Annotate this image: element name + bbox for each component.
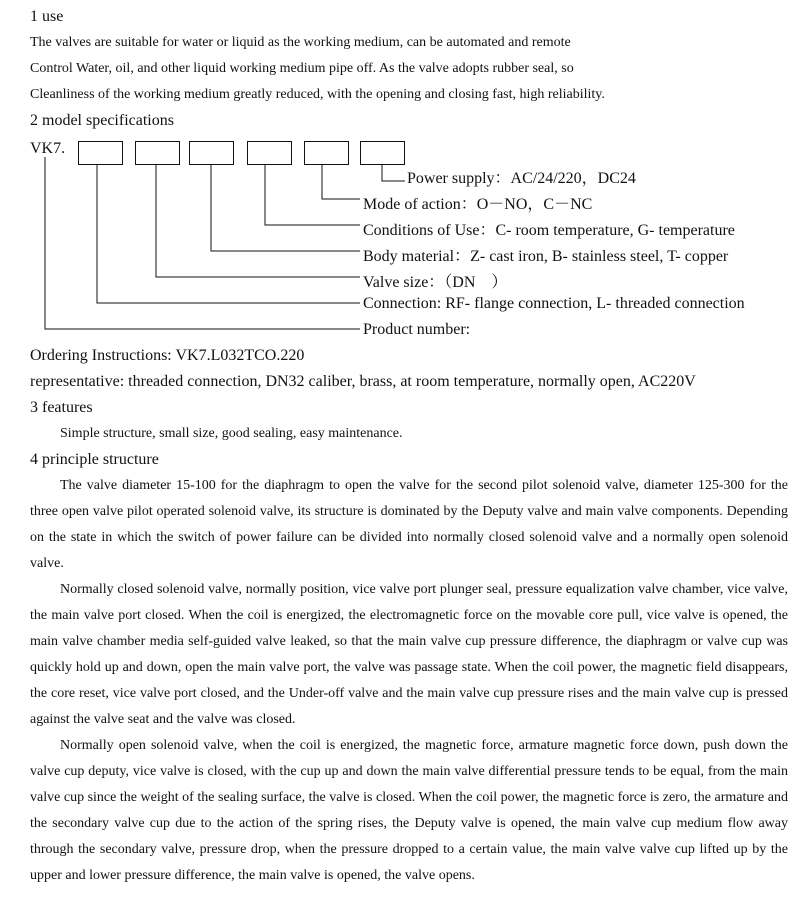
model-box-power [360,141,405,165]
principle-paragraph-3: Normally open solenoid valve, when the coil is energized, the magnetic force, armature magnetic force down, push down the valve cup deputy, vice valve is closed, with the cup up and down the main valve differential pressure tends to be equal, from the main valve cup since the weight of the sealing surface, the valve is closed. When the coil power, the magnetic force is zero, the armature and the secondary valve cup due to the action of the spring rises, the Deputy valve is opened, the main valve cup medium flow away through the secondary valve, pressure drop, when the pressure dropped to a certain value, the main valve valve cup lifted up by the upper and lower pressure difference, the main valve is opened, the valve opens. [30,738,788,883]
use-line-3: Cleanliness of the working medium greatly reduced, with the opening and closing fast, high reliability. [30,87,605,102]
model-box-mode [304,141,349,165]
model-box-conditions [247,141,292,165]
use-line-2: Control Water, oil, and other liquid working medium pipe off. As the valve adopts rubber seal, so [30,61,574,76]
ordering-instructions: Ordering Instructions: VK7.L032TCO.220 [30,347,305,364]
model-label-power-supply: Power supply：AC/24/220，DC24 [407,170,636,187]
section-heading-features: 3 features [30,399,93,416]
principle-paragraph-2: Normally closed solenoid valve, normally position, vice valve port plunger seal, pressure equalization valve chamber, vice valve, the main valve port closed. When the coil is energized, the electromagnetic force on the movable core pull, vice valve is opened, the main valve chamber media self-guided valve leaked, so that the main valve cup pressure difference, the diaphragm or valve cup was quickly hold up and down, open the main valve port, the valve was passage state. When the coil power, the magnetic field disappears, the core reset, vice valve port closed, and the Under-off valve and the main valve cup pressure rises and the main valve cup is pressed against the valve seat and the valve was closed. [30,582,788,727]
model-label-valve-size: Valve size：（DN ） [363,274,508,291]
model-label-product-number: Product number: [363,321,471,338]
model-prefix: VK7. [30,140,66,157]
principle-paragraph-1: The valve diameter 15-100 for the diaphragm to open the valve for the second pilot solenoid valve, diameter 125-300 for the three open valve pilot operated solenoid valve, its structure is dominated by the Deputy valve and main valve components. Depending on the state in which the switch of power failure can be divided into normally closed solenoid valve and a normally open solenoid valve. [30,478,788,571]
model-label-mode-of-action: Mode of action：O－NO，C－NC [363,196,593,213]
features-text: Simple structure, small size, good sealing, easy maintenance. [60,426,403,441]
model-label-conditions: Conditions of Use：C- room temperature, G- temperature [363,222,735,239]
model-label-body-material: Body material：Z- cast iron, B- stainless steel, T- copper [363,248,729,265]
ordering-representative: representative: threaded connection, DN32 caliber, brass, at room temperature, normally open, AC220V [30,373,696,390]
model-box-body [189,141,234,165]
section-heading-use: 1 use [30,8,64,25]
model-box-connection [78,141,123,165]
use-line-1: The valves are suitable for water or liquid as the working medium, can be automated and remote [30,35,571,50]
section-heading-model: 2 model specifications [30,112,174,129]
model-box-size [135,141,180,165]
section-heading-principle: 4 principle structure [30,451,159,468]
model-label-connection: Connection: RF- flange connection, L- threaded connection [363,295,745,312]
